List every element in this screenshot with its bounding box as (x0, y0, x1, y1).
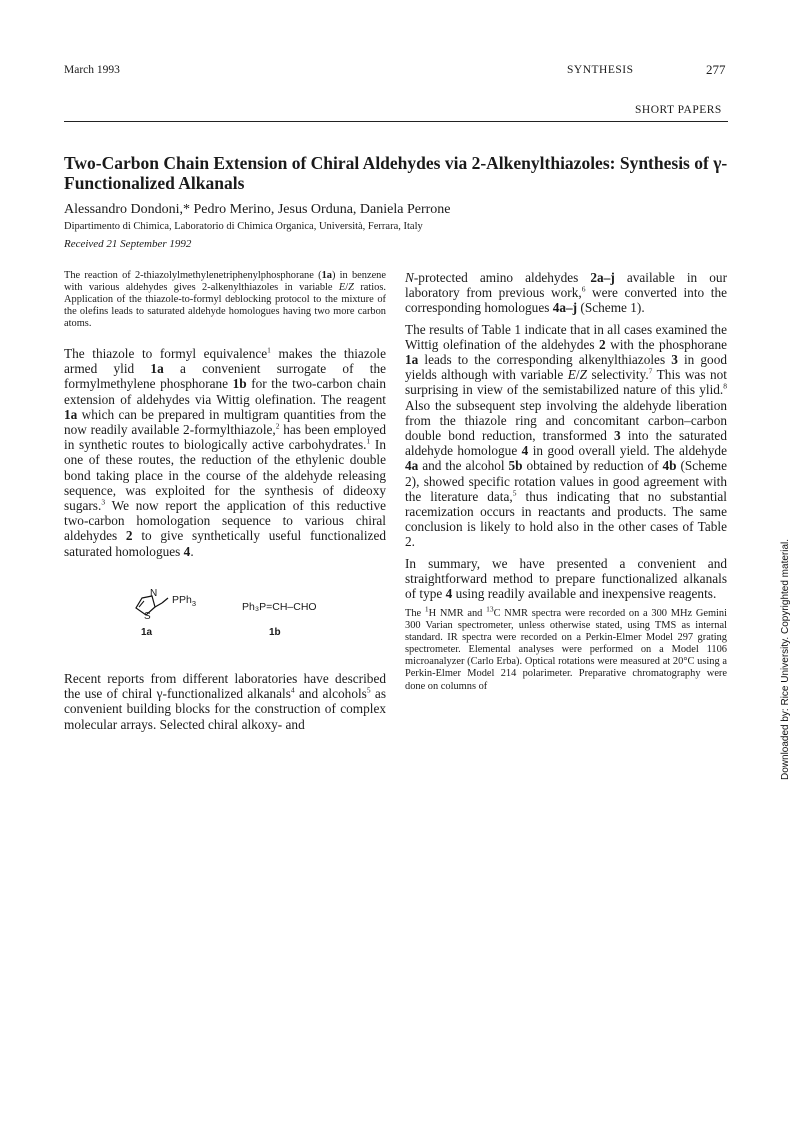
abstract: The reaction of 2-thiazolylmethylenetriphenylphosphorane (1a) in benzene with various aldehydes gives 2-alkenylthiazoles in variable E/Z ratios. Application of the thiazole-to-formyl deblocking protocol to the mixture of the olefins leads to saturated aldehyde homologues having two more carbon atoms. (64, 270, 386, 330)
received-date: Received 21 September 1992 (64, 238, 192, 250)
article-title: Two-Carbon Chain Extension of Chiral Aldehydes via 2-Alkenylthiazoles: Synthesis of γ-Functionalized Alkanals (64, 153, 728, 193)
left-continued-paragraph: Recent reports from different laboratories have described the use of chiral γ-functionalized alkanals$^4$ and alcohols$^5$ as convenient building blocks for the construction of complex molecular arrays. Selected chiral alkoxy- and (64, 671, 387, 732)
header-rule (64, 121, 728, 122)
download-watermark: Downloaded by: Rice University. Copyrighted material. (780, 538, 791, 780)
nitrogen-atom: N (150, 588, 158, 599)
right-column-text: N-protected amino aldehydes 2a–j available in our laboratory from previous work,$^6$ were converted into the corresponding homologues 4a–j (Scheme 1). The results of Table 1 indicate that in all cases examined the Wittig olefination of the aldehydes 2 with the phosphorane 1a leads to the corresponding alkenylthiazoles 3 in good yields although with variable E/Z selectivity.$^7$ This was not surprising in view of the semistabilized nature of this ylid.$^8$ Also the subsequent step involving the aldehyde liberation from the thiazole ring and concomitant carbon–carbon double bond reduction, transformed 3 into the saturated aldehyde homologue 4 in good overall yield. The aldehyde 4a and the alcohol 5b obtained by reduction of 4b (Scheme 2), showed specific rotation values in good agreement with the literature data,$^5$ thus indicating that no substantial racemization occurs in reactants and products. The same conclusion is likely to hold also in the other cases of Table 2. In summary, we have presented a convenient and straightforward method to prepare functionalized alkanals of type 4 using readily available and inexpensive reagents. (405, 270, 727, 602)
ylid-label: PPh (172, 594, 192, 606)
structure-figure (64, 588, 386, 640)
experimental-section: The $^1$H NMR and $^{13}$C NMR spectra were recorded on a 300 MHz Gemini 300 Varian spectrometer, unless otherwise stated, using TMS as internal standard. IR spectra were recorded on a Perkin-Elmer Model 297 grating spectrometer. Elemental analyses were performed on a Model 1106 microanalyzer (Carlo Erba). Optical rotations were measured at 20°C using a Perkin-Elmer Model 214 polarimeter. Preparative chromatography were done on columns of (405, 604, 727, 692)
issue-date: March 1993 (64, 64, 120, 76)
label-1b: 1b (269, 627, 281, 638)
ylid-subscript: 3 (191, 599, 197, 609)
author-list: Alessandro Dondoni,* Pedro Merino, Jesus Orduna, Daniela Perrone (64, 202, 451, 217)
ylid-group (172, 594, 196, 608)
sulfur-atom: S (144, 611, 151, 622)
journal-name: SYNTHESIS (567, 64, 634, 76)
affiliation: Dipartimento di Chimica, Laboratorio di Chimica Organica, Università, Ferrara, Italy (64, 221, 423, 232)
compound-1b: Ph₃P=CH–CHO (242, 601, 317, 613)
section-label: SHORT PAPERS (635, 104, 722, 116)
label-1a: 1a (141, 627, 153, 638)
page-number: 277 (706, 62, 726, 77)
intro-paragraph: The thiazole to formyl equivalence$^1$ makes the thiazole armed ylid 1a a convenient surrogate of the formylmethylene phosphorane 1b for the two-carbon chain extension of aldehydes via Wittig olefination. The reagent 1a which can be prepared in multigram quantities from the now readily available 2-formylthiazole,$^2$ has been employed in synthetic routes to biologically active carbohydrates.$^1$ In one of these routes, the reduction of the ethylenic double bond taking place in the course of the aldehyde releasing sequence, was exploited for the synthesis of dideoxy sugars.$^3$ We now report the application of this reductive two-carbon homologation sequence to various chiral aldehydes 2 to give synthetically useful functionalized saturated homologues 4. (64, 345, 387, 559)
